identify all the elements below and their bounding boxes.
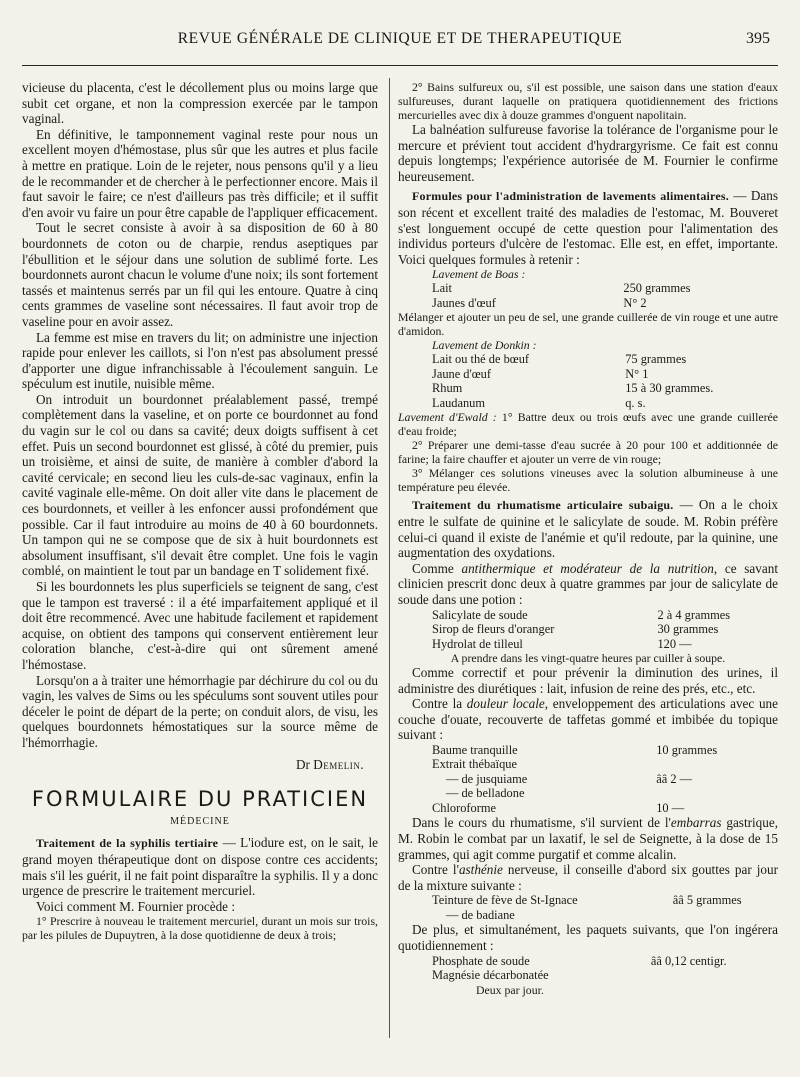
- recipe-row: [398, 786, 778, 801]
- quantity: 75 grammes: [625, 352, 687, 367]
- recipe-table: [398, 608, 778, 652]
- running-header: [22, 30, 778, 52]
- recipe-table: [398, 352, 778, 410]
- paragraph: [398, 188, 778, 267]
- signature-name: Demelin.: [313, 756, 364, 772]
- ingredient: Hydrolat de tilleul: [432, 636, 523, 651]
- recipe-row: [398, 757, 778, 772]
- text-run: nerveuse, il conseille d'abord six gouttes par jour de la mixture suivante :: [398, 862, 778, 893]
- article-heading: Traitement du rhumatisme articulaire subaigu.: [412, 498, 674, 513]
- text-run: Dans le cours du rhumatisme, s'il survient de l': [412, 815, 671, 831]
- recipe-table: [398, 743, 778, 816]
- paragraph: On introduit un bourdonnet préalablement passé, trempé complètement dans la vaseline, et on porte ce bourdonnet au fond du vagin sur le col ou dans sa cavité; deux doigts suffisent à cet effet. Puis un second bourdonnet est glissé, à côté du premier, puis un troisième, et ainsi de suite, de manière à combler d'abord la cavité cervicale; en second lieu les culs-de-sac vaginaux, enfin la cavité vaginale elle-même. On doit aller vite dans le placement de ces bourdonnets, et veiller à les enfoncer aussi profondément que possible. Car il faut introduire au moins de 40 à 60 bourdonnets. Un tampon qui ne se compose que de six à huit bourdonnets est absolument insuffisant, s'il devait être complet. Une fois le vagin comblé, on maintient le tout par un bandage en T solidement fixé.: [22, 391, 378, 579]
- ingredient: Lait: [432, 281, 452, 296]
- paragraph: [398, 862, 778, 893]
- recipe-step: 3° Mélanger ces solutions vineuses avec la solution albumineuse à une température peu élevée.: [398, 466, 778, 495]
- quantity: 120 —: [657, 636, 692, 651]
- article-heading: Formules pour l'administration de lavements alimentaires.: [412, 189, 729, 204]
- left-column: [22, 80, 378, 942]
- ingredient: Chloroforme: [432, 800, 497, 815]
- ingredient: Jaunes d'œuf: [432, 295, 496, 310]
- text-run: , ce savant clinicien prescrit donc deux à quatre grammes par jour de salicylate de soude dans une potion :: [398, 560, 778, 607]
- text-run: asthénie: [458, 862, 503, 878]
- author-signature: [22, 757, 364, 773]
- recipe-row: [398, 637, 778, 652]
- subsection-label: MÉDECINE: [170, 815, 230, 827]
- article-text: — On a le choix entre le sulfate de quinine et le salicylate de soude. M. Robin préfère celui-ci quand il existe de l'anémie et qu'il redoute, par la quinine, une augmentation des oxydations.: [398, 497, 778, 561]
- quantity: q. s.: [625, 395, 646, 410]
- recipe-row: [398, 381, 778, 396]
- section-title: FORMULAIRE DU PRATICIEN: [31, 787, 369, 812]
- quantity: [651, 968, 778, 983]
- quantity: 250 grammes: [623, 281, 691, 296]
- recipe-title: Lavement d'Ewald :: [398, 410, 497, 425]
- ingredient: Rhum: [432, 381, 463, 396]
- ingredient: — de badiane: [446, 907, 515, 922]
- recipe-table: [398, 954, 778, 983]
- ingredient: Baume tranquille: [432, 742, 518, 757]
- page-number: 395: [746, 30, 770, 47]
- recipe-row: [398, 622, 778, 637]
- numbered-item: 2° Bains sulfureux ou, s'il est possible, une saison dans une station d'eaux sulfureuses, durant laquelle on pratiquera quotidiennement des frictions mercurielles avec dix à douze grammes d'onguent napolitain.: [398, 80, 778, 122]
- recipe-row: [398, 893, 778, 908]
- quantity: ââ 2 —: [656, 771, 693, 786]
- ingredient: Lait ou thé de bœuf: [432, 352, 530, 367]
- paragraph: Voici comment M. Fournier procède :: [36, 898, 235, 914]
- recipe-row: [398, 296, 778, 311]
- right-column: [398, 80, 778, 997]
- ingredient: Magnésie décarbonatée: [432, 968, 549, 983]
- recipe-title: Lavement de Boas :: [432, 267, 526, 282]
- recipe-note: Deux par jour.: [476, 982, 544, 997]
- paragraph: Si les bourdonnets les plus superficiels se teignent de sang, c'est que le tampon est traversé : il a été imparfaitement appliqué et il doit être recommencé. Avec une habitude facilement et rapidement acquise, on obtient des tampons qui conservent entièrement leur coloration blanche, c'est-à-dire qui ont sûrement amené l'hémostase.: [22, 579, 378, 672]
- text-run: embarras: [670, 815, 722, 831]
- quantity: ââ 5 grammes: [672, 893, 742, 908]
- article-text: — L'iodure est, on le sait, le grand moyen thérapeutique dont on dispose contre ces accidents; mais s'il les guérit, il ne fait point disparaître la syphilis. Il y a donc urgence de prescrire le traitement mercuriel.: [22, 835, 379, 899]
- quantity: N° 1: [625, 366, 649, 381]
- quantity: 2 à 4 grammes: [657, 607, 731, 622]
- text-run: Comme: [412, 560, 462, 576]
- paragraph: [398, 696, 778, 743]
- recipe-table: [398, 893, 778, 922]
- text-run: douleur locale: [466, 696, 545, 712]
- column-divider: [389, 78, 390, 1038]
- recipe-row: [398, 743, 778, 758]
- recipe-row: [398, 968, 778, 983]
- recipe-table: [398, 281, 778, 310]
- header-rule: [22, 65, 778, 66]
- quantity: N° 2: [623, 295, 647, 310]
- article-text: — Dans son récent et excellent traité des maladies de l'estomac, M. Bouveret s'est longuement occupé de cette question pour l'alimentation des individus porteurs d'ulcère de l'estomac. Elle est, en effet, importante. Voici quelques formules à retenir :: [398, 188, 778, 267]
- quantity: 10 —: [656, 800, 685, 815]
- paragraph: La balnéation sulfureuse favorise la tolérance de l'organisme pour le mercure et prévient tout accident d'hydrargyrisme. Ce fait est connu depuis longtemps; l'expérience autorisée de M. Fournier le confirme heureusement.: [398, 122, 778, 184]
- recipe-step: 1° Battre deux ou trois œufs avec une grande cuillerée d'eau froide;: [398, 410, 778, 439]
- quantity: 10 grammes: [656, 742, 718, 757]
- ingredient: Laudanum: [432, 395, 485, 410]
- recipe-step: 2° Préparer une demi-tasse d'eau sucrée à 20 pour 100 et additionnée de farine; la faire chauffer et ajouter un verre de vin rouge;: [398, 438, 778, 467]
- quantity: [656, 786, 778, 801]
- quantity: [656, 757, 778, 772]
- text-run: Contre la: [412, 696, 467, 712]
- recipe-row: [398, 396, 778, 411]
- recipe-title: Lavement de Donkin :: [432, 338, 537, 353]
- signature-prefix: Dr: [295, 756, 310, 772]
- paragraph: [398, 561, 778, 608]
- ingredient: Extrait thébaïque: [432, 757, 517, 772]
- article-heading: Traitement de la syphilis tertiaire: [36, 836, 219, 851]
- recipe-paragraph: [398, 410, 778, 438]
- numbered-item: 1° Prescrire à nouveau le traitement mercuriel, durant un mois sur trois, par les pilules de Dupuytren, à la dose quotidienne de deux à trois;: [22, 914, 378, 943]
- paragraph: [22, 835, 378, 898]
- recipe-row: [398, 352, 778, 367]
- paragraph: Comme correctif et pour prévenir la diminution des urines, il administre des diurétiques : lait, infusion de reine des prés, etc., etc.: [398, 665, 778, 696]
- recipe-row: [398, 908, 778, 923]
- quantity: 15 à 30 grammes.: [625, 381, 714, 396]
- recipe-row: [398, 281, 778, 296]
- recipe-note: Mélanger et ajouter un peu de sel, une grande cuillerée de vin rouge et une autre d'amidon.: [398, 310, 778, 339]
- ingredient: Phosphate de soude: [432, 953, 530, 968]
- paragraph: Lorsqu'on a à traiter une hémorrhagie par déchirure du col ou du vagin, les valves de Sims ou les spéculums sont souvent utiles pour déceler le point de départ de la perte; on conduit alors, de visu, les quelques bourdonnets hémostatiques sur la source même de l'hémorrhagie.: [22, 672, 378, 750]
- paragraph: [398, 497, 778, 560]
- recipe-row: [398, 772, 778, 787]
- ingredient: — de belladone: [446, 786, 525, 801]
- text-run: antithermique et modérateur de la nutrition: [461, 560, 714, 576]
- ingredient: Teinture de fève de St-Ignace: [432, 893, 578, 908]
- paragraph: De plus, et simultanément, les paquets suivants, que l'on ingérera quotidiennement :: [398, 922, 778, 954]
- paragraph: [398, 815, 778, 862]
- text-run: , enveloppement des articulations avec une couche d'ouate, recouverte de taffetas gommé et imbibée du topique suivant :: [398, 696, 778, 743]
- recipe-row: [398, 801, 778, 816]
- paragraph: Tout le secret consiste à avoir à sa disposition de 60 à 80 bourdonnets de coton ou de charpie, rendus aseptiques par l'ébullition et le séjour dans une solution de sublimé forte. Les bourdonnets auront chacun le volume d'une noix; ils sont fortement tassés et maintenus serrés par un fil qui les entoure. Quatre à cinq cents grammes de vaseline sont nécessaires. Il faut avoir trop de vaseline pour en avoir assez.: [22, 220, 378, 329]
- recipe-row: [398, 954, 778, 969]
- text-run: Contre l': [412, 862, 459, 878]
- text-run: gastrique, M. Robin le combat par un laxatif, le sel de Seignette, à la dose de 15 grammes, qui agit comme purgatif et comme alcalin.: [398, 815, 778, 862]
- recipe-row: [398, 608, 778, 623]
- paragraph: vicieuse du placenta, c'est le décollement plus ou moins large que subit cet organe, et non la compression exercée par le tampon vaginal.: [22, 80, 378, 127]
- journal-title: REVUE GÉNÉRALE DE CLINIQUE ET DE THERAPEUTIQUE: [177, 30, 623, 47]
- ingredient: Jaune d'œuf: [432, 366, 492, 381]
- recipe-note: A prendre dans les vingt-quatre heures par cuiller à soupe.: [450, 651, 726, 665]
- paragraph: La femme est mise en travers du lit; on administre une injection rapide pour enlever les caillots, si l'on n'est pas absolument pressé d'apporter une digue infranchissable à l'écoulement sanguin. Le spéculum est inutile, nuisible même.: [22, 329, 378, 392]
- quantity: 30 grammes: [657, 622, 719, 636]
- recipe-row: [398, 367, 778, 382]
- quantity: [673, 908, 778, 923]
- ingredient: — de jusquiame: [446, 771, 528, 786]
- ingredient: Sirop de fleurs d'oranger: [432, 622, 555, 636]
- paragraph: En définitive, le tamponnement vaginal reste pour nous un excellent moyen d'hémostase, plus sûr que les autres et plus facile à mettre en pratique. Loin de le rejeter, nous pensons qu'il y a lieu de le recommander et de chercher à le perfectionner encore. Mais il faut savoir le faire; ce n'est d'ailleurs pas très difficile; et il suffit d'en avoir vu faire un pour être capable de l'appliquer efficacement.: [22, 126, 378, 220]
- quantity: ââ 0,12 centigr.: [650, 953, 727, 968]
- ingredient: Salicylate de soude: [432, 607, 528, 622]
